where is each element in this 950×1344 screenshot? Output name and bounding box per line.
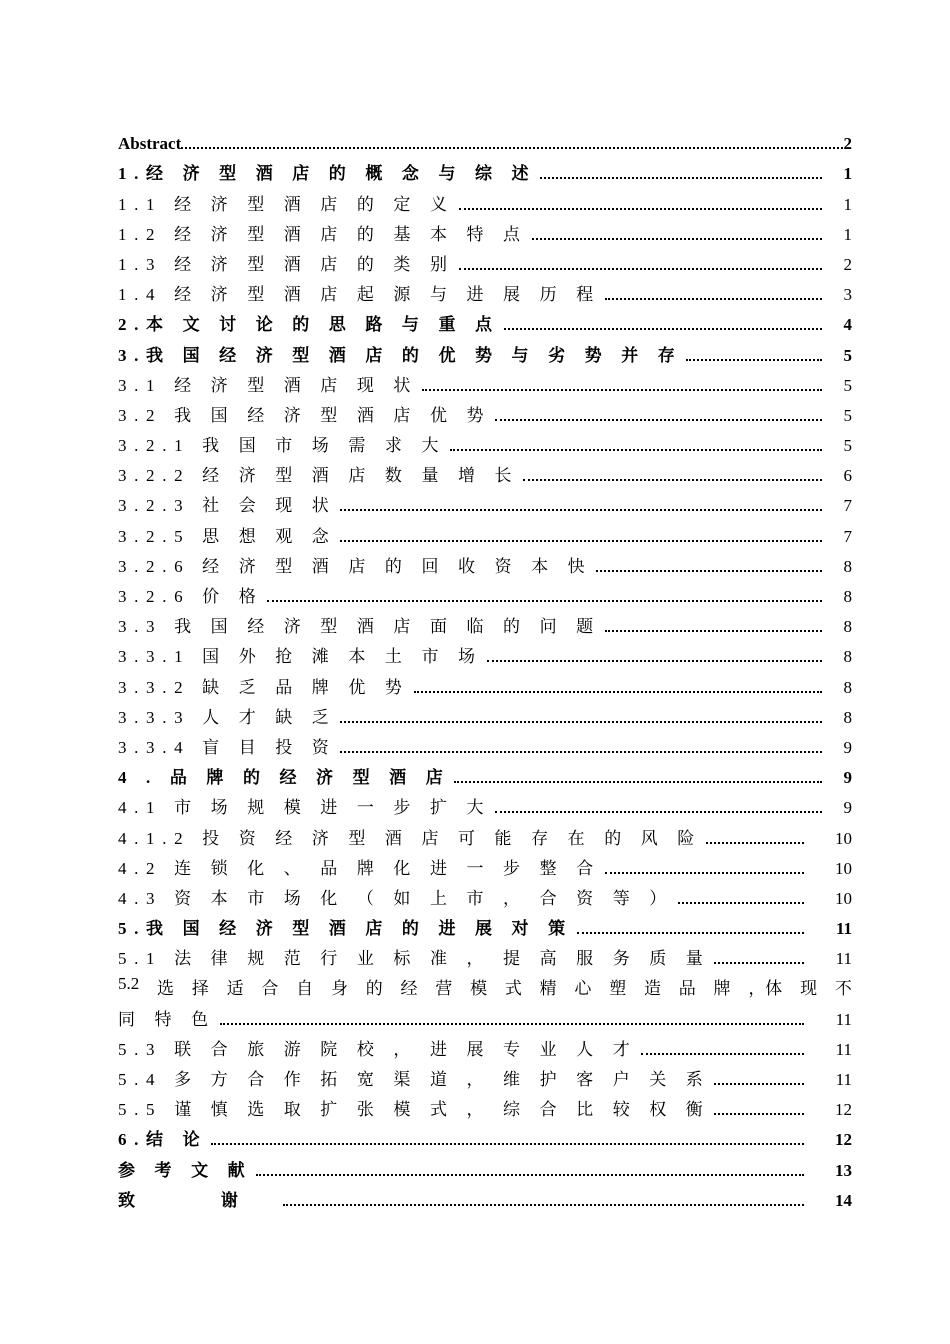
toc-dot-leader <box>495 811 822 813</box>
toc-page-number: 11 <box>835 1009 852 1029</box>
toc-page-number: 12 <box>835 1100 852 1120</box>
toc-entry[interactable] <box>118 396 852 426</box>
toc-entry[interactable] <box>118 486 852 516</box>
toc-entry[interactable] <box>118 275 852 305</box>
toc-dot-leader <box>504 328 822 330</box>
toc-entry[interactable] <box>118 154 852 184</box>
toc-entry-label: 3.3 我 国 经 济 型 酒 店 面 临 的 问 题 <box>118 617 601 637</box>
toc-entry[interactable] <box>118 698 852 728</box>
toc-entry[interactable] <box>118 758 852 788</box>
toc-dot-leader <box>605 630 822 632</box>
toc-entry[interactable] <box>118 728 852 758</box>
toc-page-number: 10 <box>835 858 852 878</box>
toc-entry-label: 1.1 经 济 型 酒 店 的 定 义 <box>118 194 455 214</box>
toc-entry[interactable] <box>118 305 852 335</box>
toc-page-number: 3 <box>843 285 852 305</box>
toc-entry-label: 1.3 经 济 型 酒 店 的 类 别 <box>118 254 455 274</box>
toc-entry[interactable] <box>118 215 852 245</box>
toc-dot-leader <box>523 479 822 481</box>
toc-page-number: 2 <box>843 134 852 154</box>
toc-entry-label: 3.2.3 社 会 现 状 <box>118 496 337 516</box>
toc-dot-leader <box>454 781 822 783</box>
toc-entry[interactable] <box>118 547 852 577</box>
toc-page-number: 5 <box>843 375 852 395</box>
toc-page-number: 5 <box>843 405 852 425</box>
toc-dot-leader <box>340 509 822 511</box>
toc-page-number: 6 <box>843 466 852 486</box>
toc-dot-leader <box>487 660 822 662</box>
toc-entry-label: 3.2.2 经 济 型 酒 店 数 量 增 长 <box>118 466 520 486</box>
toc-entry[interactable] <box>118 124 852 154</box>
toc-dot-leader <box>532 238 822 240</box>
toc-dot-leader <box>422 389 822 391</box>
toc-page-number: 13 <box>835 1160 852 1180</box>
toc-dot-leader <box>267 600 822 602</box>
toc-entry-label: 5.1 法 律 规 范 行 业 标 准 ， 提 高 服 务 质 量 <box>118 949 711 969</box>
toc-entry[interactable] <box>118 1060 852 1090</box>
toc-dot-leader <box>283 1204 804 1206</box>
toc-entry-label: 3.2.6 价 格 <box>118 587 264 606</box>
toc-page-number: 12 <box>835 1130 852 1150</box>
toc-entry[interactable] <box>118 456 852 486</box>
toc-entry[interactable] <box>118 939 852 969</box>
toc-entry-label: 3.2.1 我 国 市 场 需 求 大 <box>118 436 447 456</box>
toc-entry[interactable] <box>118 245 852 275</box>
toc-entry-label: 4 . 品 牌 的 经 济 型 酒 店 <box>118 768 451 788</box>
toc-page-number: 8 <box>843 677 852 697</box>
toc-entry[interactable] <box>118 184 852 214</box>
toc-dot-leader <box>714 1083 804 1085</box>
toc-entry[interactable] <box>118 335 852 365</box>
toc-page-number: 11 <box>835 949 852 969</box>
toc-entry[interactable] <box>118 667 852 697</box>
toc-entry-label: 参 考 文 献 <box>118 1160 253 1180</box>
toc-page-number: 8 <box>843 587 852 606</box>
toc-page-number: 2 <box>843 254 852 274</box>
toc-entry-label: 4.1.2 投 资 经 济 型 酒 店 可 能 存 在 的 风 险 <box>118 828 702 848</box>
toc-entry[interactable] <box>118 1150 852 1180</box>
toc-page-number: 8 <box>843 556 852 576</box>
toc-entry-label: 5.5 谨 慎 选 取 扩 张 模 式 ， 综 合 比 较 权 衡 <box>118 1100 711 1120</box>
toc-entry-label: 3.2 我 国 经 济 型 酒 店 优 势 <box>118 405 492 425</box>
toc-page-number: 5 <box>843 345 852 365</box>
toc-entry-label: 同 特 色 <box>118 1009 216 1029</box>
toc-entry[interactable] <box>118 1090 852 1120</box>
toc-page-number: 9 <box>843 768 852 788</box>
toc-entry[interactable] <box>118 879 852 909</box>
toc-entry[interactable] <box>118 788 852 818</box>
toc-entry-label: 5.我 国 经 济 型 酒 店 的 进 展 对 策 <box>118 919 573 939</box>
toc-dot-leader <box>256 1174 804 1176</box>
toc-dot-leader <box>605 298 822 300</box>
toc-entry-label: 3.3.4 盲 目 投 资 <box>118 737 337 757</box>
toc-entry[interactable] <box>118 818 852 848</box>
toc-entry[interactable] <box>118 607 852 637</box>
toc-page-number: 14 <box>835 1190 852 1210</box>
toc-entry-label: 3.3.2 缺 乏 品 牌 优 势 <box>118 677 410 697</box>
toc-entry[interactable] <box>118 969 852 999</box>
toc-dot-leader <box>340 540 822 542</box>
toc-entry-label: 6.结 论 <box>118 1130 208 1150</box>
toc-dot-leader <box>450 449 822 451</box>
toc-page-number: 4 <box>843 315 852 335</box>
toc-entry[interactable] <box>118 637 852 667</box>
toc-entry-label: 3.3.1 国 外 抢 滩 本 土 市 场 <box>118 647 483 667</box>
toc-dot-leader <box>540 177 822 179</box>
toc-page-number: 8 <box>843 617 852 637</box>
toc-dot-leader <box>495 419 822 421</box>
toc-page-number: 1 <box>843 224 852 244</box>
toc-entry[interactable] <box>118 426 852 456</box>
toc-page-number: 1 <box>843 164 852 184</box>
toc-page-number: 7 <box>843 496 852 516</box>
table-of-contents <box>118 124 852 1211</box>
toc-entry-label: 致 谢 <box>118 1190 279 1210</box>
toc-dot-leader <box>577 932 804 934</box>
toc-dot-leader <box>596 570 822 572</box>
toc-entry-label: 3.2.5 思 想 观 念 <box>118 526 337 546</box>
toc-entry-label: Abstract <box>118 134 182 154</box>
toc-dot-leader <box>414 691 822 693</box>
toc-page-number: 10 <box>835 828 852 848</box>
toc-entry[interactable] <box>118 577 852 607</box>
toc-entry[interactable] <box>118 999 852 1029</box>
toc-entry-label: 5.3 联 合 旅 游 院 校 ， 进 展 专 业 人 才 <box>118 1039 638 1059</box>
toc-dot-leader <box>220 1023 804 1025</box>
toc-entry-label: 3.3.3 人 才 缺 乏 <box>118 707 337 727</box>
toc-dot-leader <box>459 208 822 210</box>
toc-dot-leader <box>714 962 804 964</box>
toc-dot-leader <box>706 842 804 844</box>
toc-entry-label: 2.本 文 讨 论 的 思 路 与 重 点 <box>118 315 500 335</box>
toc-entry[interactable] <box>118 849 852 879</box>
toc-page-number: 10 <box>835 888 852 908</box>
toc-dot-leader <box>211 1143 804 1145</box>
toc-entry-label: 1.2 经 济 型 酒 店 的 基 本 特 点 <box>118 224 528 244</box>
toc-entry-label: 4.1 市 场 规 模 进 一 步 扩 大 <box>118 798 492 818</box>
toc-entry-label: 1.经 济 型 酒 店 的 概 念 与 综 述 <box>118 164 537 184</box>
toc-page-number: 11 <box>835 919 852 939</box>
toc-entry[interactable] <box>118 1181 852 1211</box>
toc-dot-leader <box>714 1113 804 1115</box>
toc-entry-label: 3.我 国 经 济 型 酒 店 的 优 势 与 劣 势 并 存 <box>118 345 683 365</box>
toc-dot-leader <box>181 147 842 149</box>
toc-entry[interactable] <box>118 1030 852 1060</box>
toc-page-number: 7 <box>843 526 852 546</box>
toc-entry[interactable] <box>118 516 852 546</box>
toc-dot-leader <box>340 721 822 723</box>
toc-entry-label: 4.2 连 锁 化 、 品 牌 化 进 一 步 整 合 <box>118 858 601 878</box>
toc-entry-label: 5.2 选 择 适 合 自 身 的 经 营 模 式 精 心 塑 造 品 牌 ，体 现 不 <box>118 974 852 999</box>
toc-entry-label: 4.3 资 本 市 场 化 （ 如 上 市 ， 合 资 等 ） <box>118 888 674 908</box>
toc-entry[interactable] <box>118 909 852 939</box>
toc-dot-leader <box>340 751 822 753</box>
toc-page-number: 11 <box>835 1039 852 1059</box>
toc-page-number: 9 <box>843 737 852 757</box>
toc-dot-leader <box>641 1053 804 1055</box>
toc-dot-leader <box>605 872 804 874</box>
toc-entry-label: 3.2.6 经 济 型 酒 店 的 回 收 资 本 快 <box>118 556 593 576</box>
toc-page-number: 5 <box>843 436 852 456</box>
toc-page-number: 1 <box>843 194 852 214</box>
toc-page-number: 8 <box>843 647 852 667</box>
toc-dot-leader <box>686 359 822 361</box>
toc-page-number: 8 <box>843 707 852 727</box>
toc-entry-label: 3.1 经 济 型 酒 店 现 状 <box>118 375 419 395</box>
toc-page-number: 9 <box>843 798 852 818</box>
toc-entry-label: 1.4 经 济 型 酒 店 起 源 与 进 展 历 程 <box>118 285 601 305</box>
toc-entry[interactable] <box>118 366 852 396</box>
toc-page-number: 11 <box>835 1070 852 1089</box>
toc-dot-leader <box>678 902 804 904</box>
toc-dot-leader <box>459 268 822 270</box>
toc-entry[interactable] <box>118 1120 852 1150</box>
toc-entry-label: 5.4 多 方 合 作 拓 宽 渠 道 ， 维 护 客 户 关 系 <box>118 1070 711 1089</box>
